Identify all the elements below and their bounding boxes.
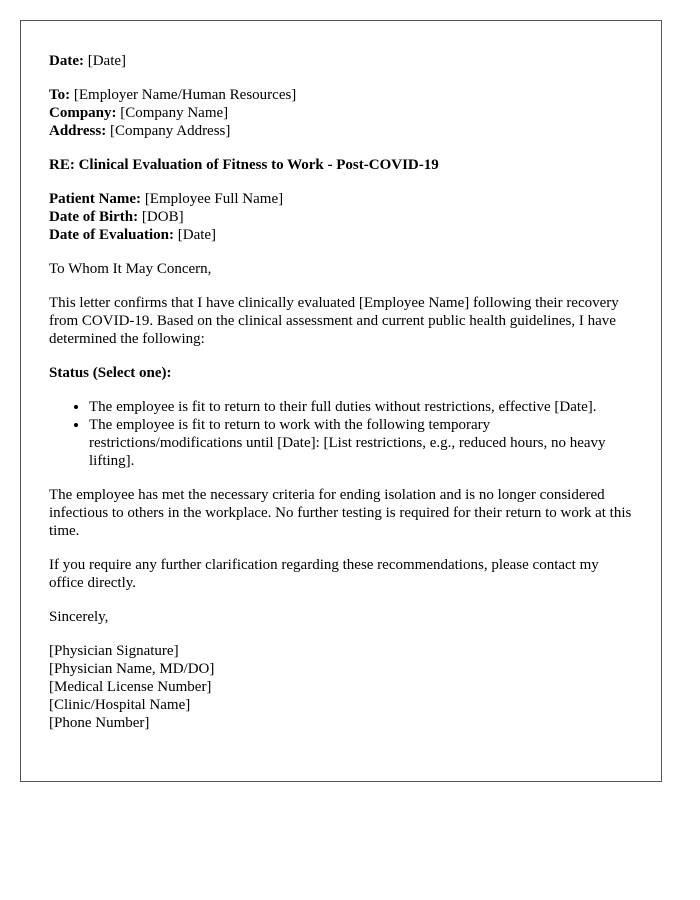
subject-line: RE: Clinical Evaluation of Fitness to Work - Post-COVID-19 — [49, 157, 439, 173]
date-line — [49, 52, 633, 70]
patient-section — [49, 190, 633, 244]
dob-value: [DOB] — [141, 209, 184, 225]
recipient-section — [49, 86, 633, 140]
status-option-full-duties: • The employee is fit to return to their full duties without restrictions, effective [Date]. — [89, 398, 633, 416]
signature-block — [49, 642, 633, 732]
to-value: [Employer Name/Human Resources] — [73, 87, 297, 103]
to-line — [49, 86, 633, 104]
evaluation-date-value: [Date] — [177, 227, 217, 243]
evaluation-date-label: Date of Evaluation: — [49, 227, 174, 243]
date-section — [49, 52, 633, 70]
medical-license-number: [Medical License Number] — [49, 679, 212, 695]
dob-label: Date of Birth: — [49, 209, 139, 225]
date-value: [Date] — [87, 53, 127, 69]
phone-number: [Phone Number] — [49, 715, 150, 731]
company-value: [Company Name] — [120, 105, 229, 121]
company-line — [49, 104, 633, 122]
salutation: To Whom It May Concern, — [49, 261, 212, 277]
address-value: [Company Address] — [109, 123, 231, 139]
date-label: Date: — [49, 53, 84, 69]
criteria-paragraph: The employee has met the necessary criteria for ending isolation and is no longer considered infectious to others in the workplace. No further testing is required for their return to work at this time. — [49, 487, 632, 539]
to-label: To: — [49, 87, 71, 103]
physician-signature: [Physician Signature] — [49, 643, 179, 659]
address-label: Address: — [49, 123, 107, 139]
patient-name-label: Patient Name: — [49, 191, 142, 207]
physician-name: [Physician Name, MD/DO] — [49, 661, 215, 677]
closing: Sincerely, — [49, 609, 109, 625]
status-options-list — [49, 398, 633, 470]
patient-name-line — [49, 190, 633, 208]
clinic-name: [Clinic/Hospital Name] — [49, 697, 191, 713]
intro-paragraph: This letter confirms that I have clinically evaluated [Employee Name] following their recovery from COVID-19. Based on the clinical assessment and current public health guidelines, I have determined the following: — [49, 295, 619, 347]
contact-paragraph: If you require any further clarification regarding these recommendations, please contact my office directly. — [49, 557, 599, 591]
status-option-restricted-duties: • The employee is fit to return to work with the following temporary restrictions/modifications until [Date]: [List restrictions, e.g., reduced hours, no heavy lifting]. — [89, 416, 633, 470]
status-heading: Status (Select one): — [49, 365, 172, 381]
dob-line — [49, 208, 633, 226]
patient-name-value: [Employee Full Name] — [144, 191, 284, 207]
address-line — [49, 122, 633, 140]
letter-document — [20, 20, 662, 782]
company-label: Company: — [49, 105, 117, 121]
evaluation-date-line — [49, 226, 633, 244]
